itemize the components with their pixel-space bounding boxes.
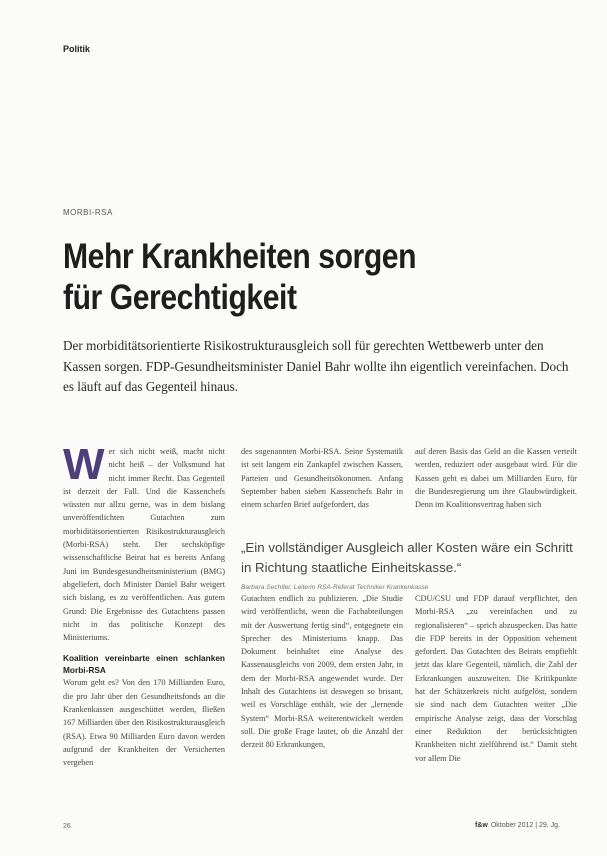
issue-info: Oktober 2012 | 29. Jg. bbox=[490, 822, 560, 829]
col2-bottom-text: Gutachten endlich zu publizieren. „Die Studie wird veröffentlicht, wenn die Fachabteilungen mit der Auswertung fertig sind“, entgegnete ein Sprecher des Ministeriums knapp. Das Dokument beinhaltet eine Analyse des Kassenausgleichs von 2009, dem ersten Jahr, in dem der Morbi-RSA angewendet wurde. Der Inhalt des Gutachtens ist deswegen so brisant, weil es Vorschläge enthält, wie der „lernende System“ Morbi-RSA weiterentwickelt werden soll. Die große Frage lautet, ob die Anzahl der derzeit 80 Erkrankungen, bbox=[241, 594, 403, 750]
pull-quote: „Ein vollständiger Ausgleich aller Kosten wäre ein Schritt in Richtung staatliche Einheitskasse.“ bbox=[241, 540, 573, 575]
headline-line-1: Mehr Krankheiten sorgen bbox=[63, 237, 417, 276]
col3-top-text: auf deren Basis das Geld an die Kassen verteilt werden, reduziert oder ausgebaut wird. Für die Kassen geht es dabei um Milliarden Euro, für die Bundesregierung um ihre Glaubwürdigkeit. Denn im Koalitionsvertrag haben sich bbox=[415, 447, 577, 510]
column-3-bottom bbox=[415, 592, 577, 765]
footer-issue bbox=[475, 822, 560, 829]
page-number: 26 bbox=[63, 823, 71, 830]
kicker: MORBI-RSA bbox=[63, 208, 113, 217]
col2-top-text: des sogenannten Morbi-RSA. Seine Systematik ist seit langem ein Zankapfel zwischen Kassen, Parteien und Gesundheitsökonomen. Anfang September haben sieben Kassenchefs Bahr in einem scharfen Brief aufgefordert, das bbox=[241, 447, 403, 510]
column-1 bbox=[63, 440, 225, 770]
column-2-top bbox=[241, 445, 403, 511]
pull-quote-source: Barbara Sechtler, Leiterin RSA-Referat Techniker Krankenkasse bbox=[241, 584, 429, 591]
col1-paragraph-2: Worum geht es? Von den 170 Milliarden Euro, die pro Jahr über den Gesundheitsfonds an die Krankenkassen ausgeschüttet werden, fließen 167 Milliarden über den Risikostrukturausgleich (RSA). Etwa 90 Milliarden Euro davon werden aufgrund der Krankheiten der Versicherten vergeben bbox=[63, 678, 225, 768]
section-label: Politik bbox=[63, 44, 91, 54]
drop-cap: W bbox=[63, 440, 105, 489]
col3-bottom-text: CDU/CSU und FDP darauf verpflichtet, den Morbi-RSA „zu vereinfachen und zu regionalisieren“ – sprich abzuspecken. Das hatte die FDP bereits in der Opposition vehement gefordert. Das Gutachten des Beirats empfiehlt jetzt das klare Gegenteil, nämlich, die Zahl der Erkrankungen auszuweiten. Die Kritikpunkte hat der Schätzerkreis nicht aufgelöst, sondern sie sind nach dem Gutachten weiter „Die empirische Analyse zeigt, dass der Vorschlag einer Reduktion der berücksichtigten Krankheiten nicht zielführend ist.“ Damit steht vor allem Die bbox=[415, 594, 577, 763]
column-2-bottom bbox=[241, 592, 403, 752]
column-3-top bbox=[415, 445, 577, 511]
lead-paragraph: Der morbiditätsorientierte Risikostrukturausgleich soll für gerechten Wettbewerb unter den Kassen sorgen. FDP-Gesundheitsminister Daniel Bahr wollte ihn eigentlich vereinfachen. Doch es läuft auf das Gegenteil hinaus. bbox=[63, 338, 569, 394]
magazine-logo: f&w bbox=[475, 822, 488, 829]
headline-line-2: für Gerechtigkeit bbox=[63, 278, 297, 317]
headline bbox=[63, 236, 476, 318]
col1-subhead: Koalition vereinbarte einen schlanken Morbi-RSA bbox=[63, 653, 225, 676]
col1-paragraph-1: er sich nicht weiß, macht nicht nicht heiß – der Volksmund hat nicht immer Recht. Das Gegenteil ist derzeit der Fall. Und die Kassenchefs wüssten nur allzu gerne, was in dem bislang unveröffentlichten Gutachten zum morbiditätsorientierten Risikostrukturausgleich (Morbi-RSA) steht. Der sechsköpfige wissenschaftliche Beirat hat es bereits Anfang Juni im Bundesgesundheitsministerium (BMG) abgeliefert, doch Minister Daniel Bahr weigert sich bislang, es zu veröffentlichen. Aus gutem Grund: Die Ergebnisse des Gutachtens passen nicht in das politische Konzept des Ministeriums. bbox=[63, 447, 225, 643]
